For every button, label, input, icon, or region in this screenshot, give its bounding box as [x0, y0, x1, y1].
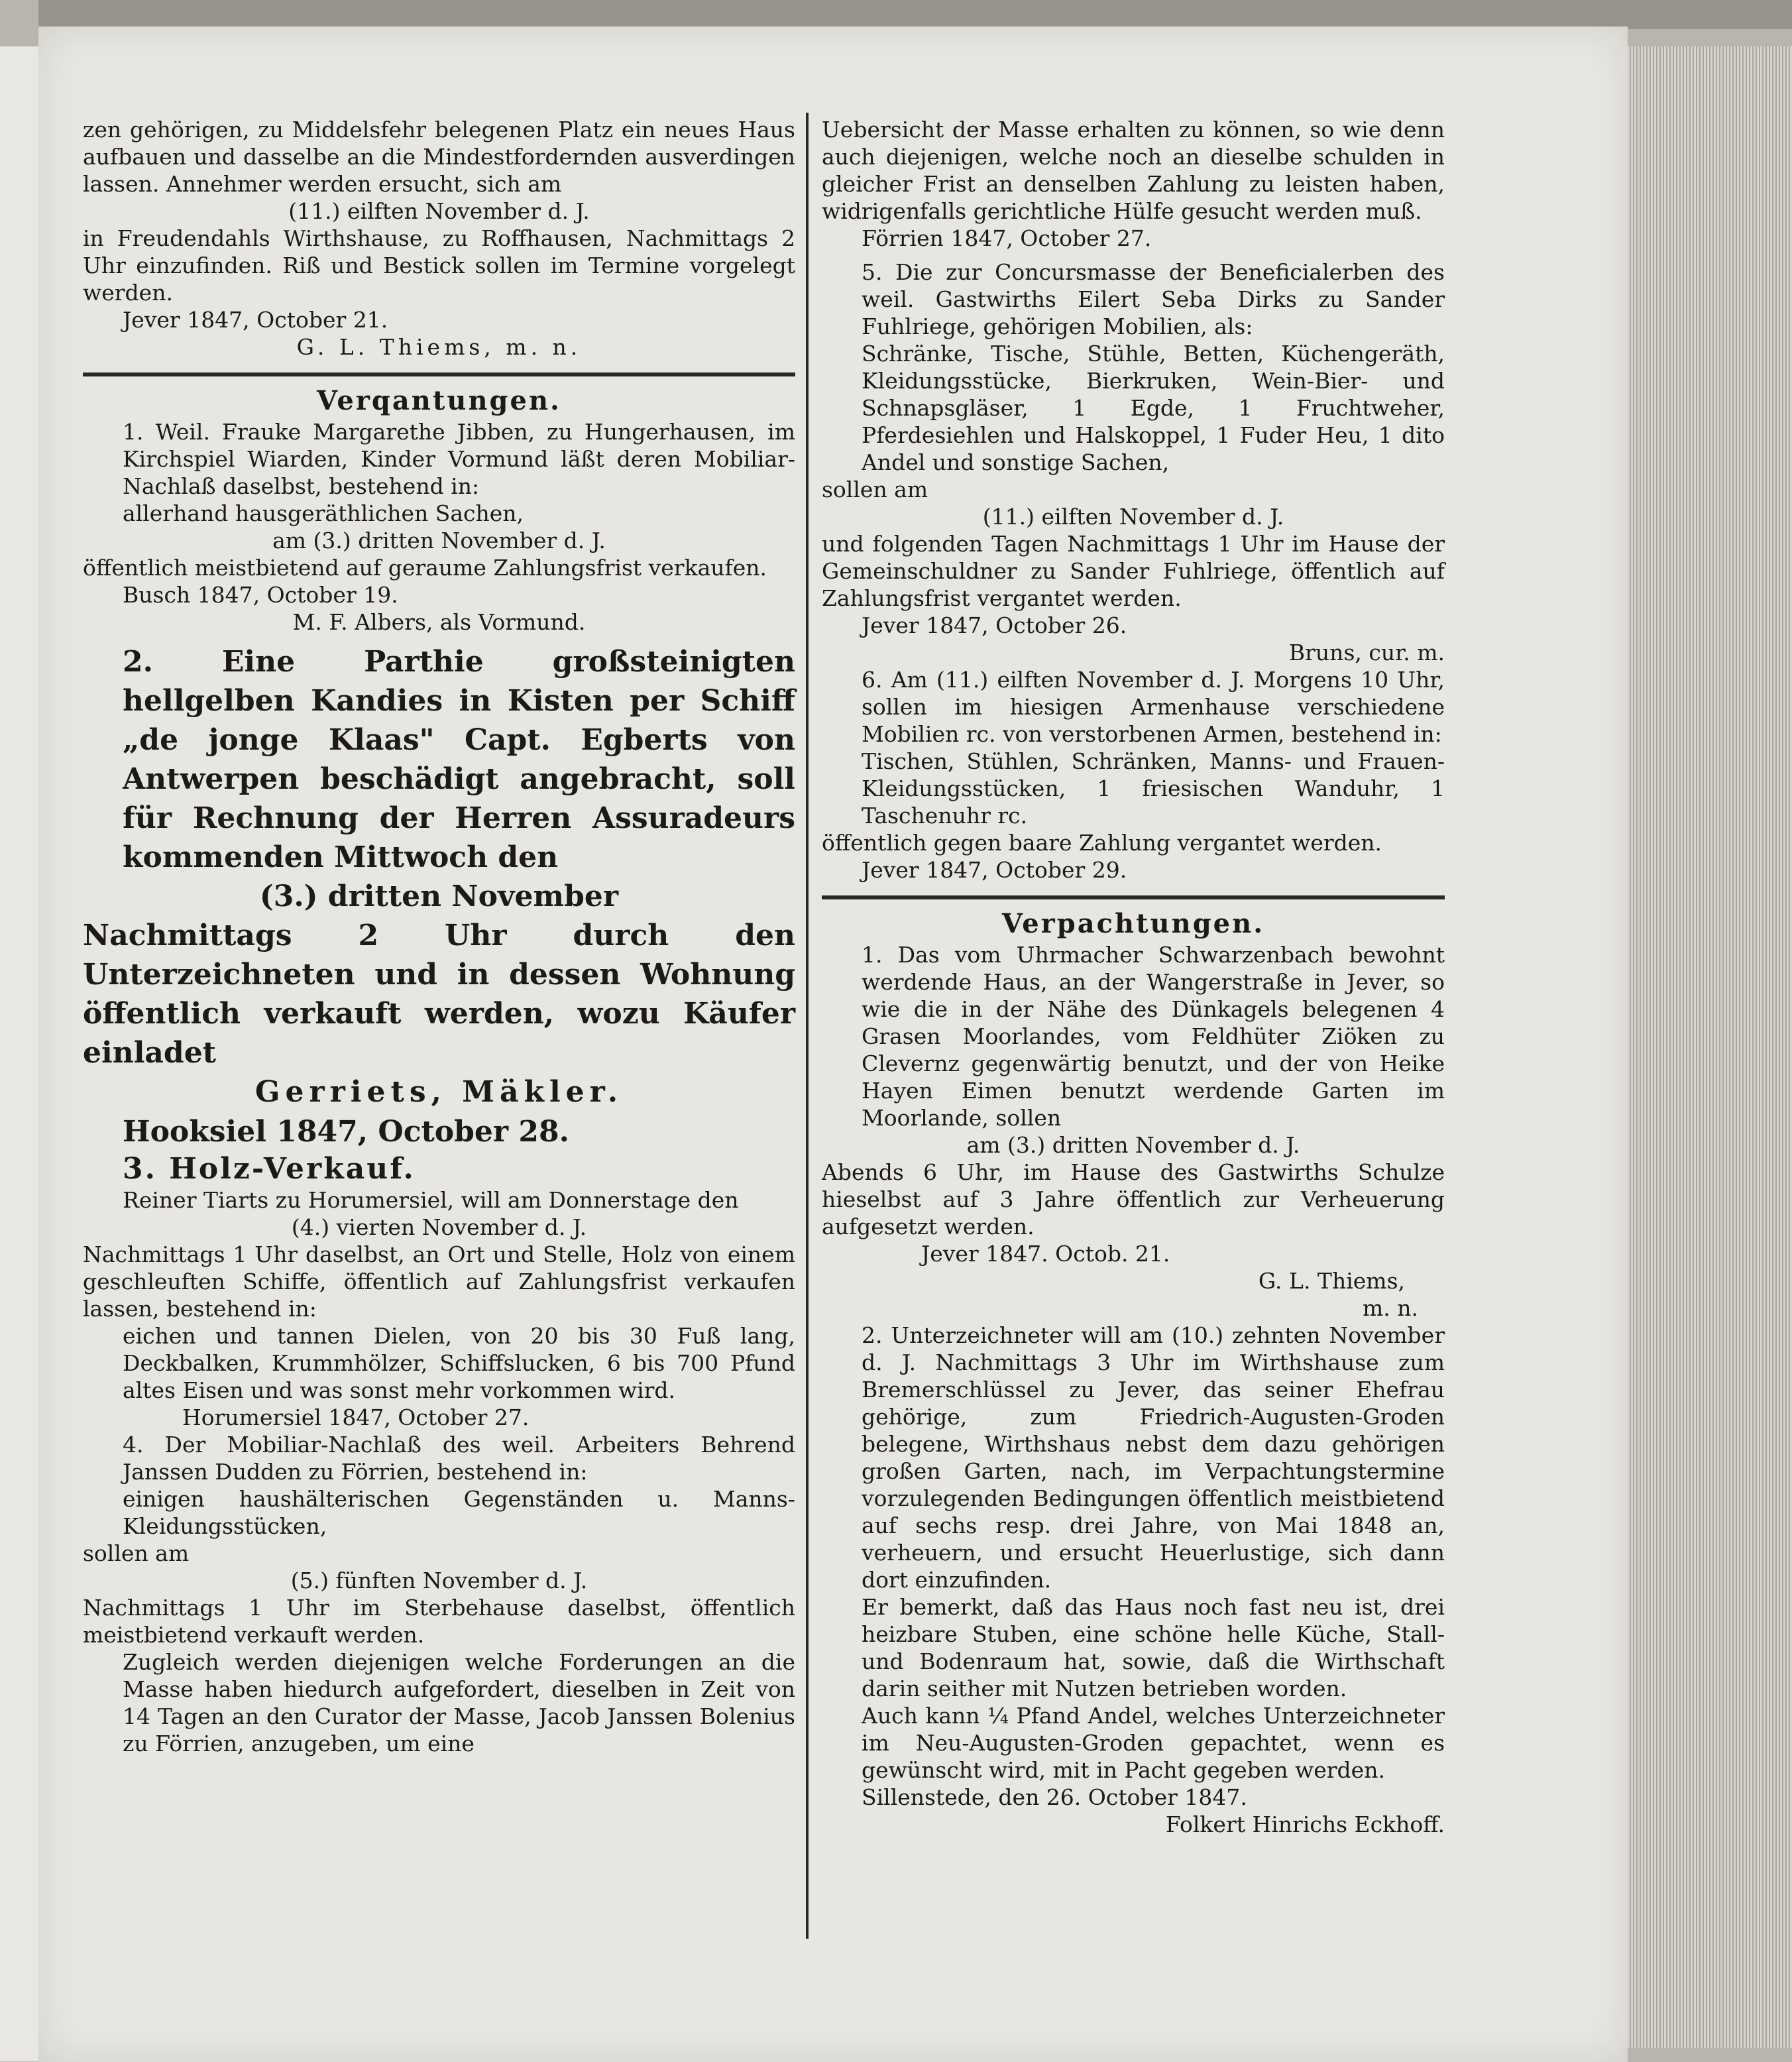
lease-2: 2. Unterzeichneter will am (10.) zehnten November d. J. Nachmittags 3 Uhr im Wirthshause zum Bremerschlüssel zu Jever, das seiner Ehefrau gehörige, zum Friedrich-Augusten-Groden belegene, Wirthshaus nebst dem dazu gehörigen großen Garten, nach, im Verpachtungstermine vorzulegenden Bedingungen öffentlich meistbietend auf sechs resp. drei Jahre, von Mai 1848 an, verheuern, und ersucht Heuerlustige, sich dann dort einzufinden.: [862, 1322, 1445, 1593]
notice-5: 5. Die zur Concursmasse der Beneficialerben des weil. Gastwirths Eilert Seba Dirks zu Sander Fuhlriege, gehörigen Mobilien, als:: [862, 259, 1445, 339]
place-date: Jever 1847, October 26.: [862, 612, 1127, 638]
item-list: einigen haushälterischen Gegenständen u. Manns-Kleidungsstücken,: [123, 1486, 795, 1539]
notice-continuation: zen gehörigen, zu Middelsfehr belegenen Platz ein neues Haus aufbauen und dasselbe an die Mindestfordernden ausverdingen lassen. Annehmer werden ersucht, sich am: [83, 117, 795, 197]
notice-4: 4. Der Mobiliar-Nachlaß des weil. Arbeiters Behrend Janssen Dudden zu Förrien, bestehend in:: [123, 1432, 795, 1485]
notice-text: Abends 6 Uhr, im Hause des Gastwirths Schulze hieselbst auf 3 Jahre öffentlich zur Verheuerung aufgesetzt werden.: [822, 1159, 1445, 1239]
section-heading-verpachtungen: Verpachtungen.: [1001, 908, 1265, 939]
page-stack-edges: [1628, 46, 1792, 2048]
notice-3: Reiner Tiarts zu Horumersiel, will am Donnerstage den: [123, 1187, 739, 1213]
date-line: am (3.) dritten November d. J.: [272, 528, 606, 553]
notice-2-large: 2. Eine Parthie großsteinigten hellgelben Kandies in Kisten per Schiff „de jonge Klaas" Capt. Egberts von Antwerpen beschädigt angebracht, soll für Rechnung der Herren Assuradeurs kommenden Mittwoch den: [123, 645, 795, 874]
signature-suffix: m. n.: [1362, 1295, 1418, 1321]
notice-text: Auch kann ¼ Pfand Andel, welches Unterzeichneter im Neu-Augusten-Groden gepachtet, wenn es gewünscht wird, mit in Pacht gegeben werden.: [862, 1703, 1445, 1783]
signature: G. L. Thiems,: [1258, 1268, 1405, 1294]
notice-text: Zugleich werden diejenigen welche Forderungen an die Masse haben hiedurch aufgefordert, dieselben in Zeit von 14 Tagen an den Curator der Masse, Jacob Janssen Bolenius zu Förrien, anzugeben, um eine: [123, 1649, 795, 1756]
section-heading-verqantungen: Verqantungen.: [317, 385, 561, 416]
column-divider: [806, 113, 809, 1939]
place-date: Sillenstede, den 26. October 1847.: [862, 1784, 1247, 1810]
notice-text: und folgenden Tagen Nachmittags 1 Uhr im Hause der Gemeinschuldner zu Sander Fuhlriege, öffentlich auf Zahlungsfrist vergantet werden.: [822, 531, 1445, 611]
notice-1: 1. Weil. Frauke Margarethe Jibben, zu Hungerhausen, im Kirchspiel Wiarden, Kinder Vormund läßt deren Mobiliar-Nachlaß daselbst, bestehend in:: [123, 419, 795, 499]
notice-2-large-cont: Nachmittags 2 Uhr durch den Unterzeichneten und in dessen Wohnung öffentlich verkauft werden, wozu Käufer einladet: [83, 919, 795, 1070]
signature-large: Gerriets, Mäkler.: [254, 1075, 624, 1109]
signature: G. L. Thiems, m. n.: [296, 334, 582, 360]
item-list: eichen und tannen Dielen, von 20 bis 30 Fuß lang, Deckbalken, Krummhölzer, Schiffslucken, 6 bis 700 Pfund altes Eisen und was sonst mehr vorkommen wird.: [123, 1323, 795, 1403]
place-date: Jever 1847, October 29.: [862, 857, 1127, 883]
notice-text: Nachmittags 1 Uhr daselbst, an Ort und Stelle, Holz von einem geschleuften Schiffe, öffentlich auf Zahlungsfrist verkaufen lassen, bestehend in:: [83, 1241, 795, 1322]
place-date: Förrien 1847, October 27.: [862, 225, 1152, 251]
place-date: Horumersiel 1847, October 27.: [182, 1404, 530, 1430]
notice-text: Nachmittags 1 Uhr im Sterbehause daselbst, öffentlich meistbietend verkauft werden.: [83, 1595, 795, 1648]
item-list: Tischen, Stühlen, Schränken, Manns- und Frauen-Kleidungsstücken, 1 friesischen Wanduhr, 1 Taschenuhr rc.: [862, 748, 1445, 829]
signature: Bruns, cur. m.: [1288, 640, 1445, 665]
date-line-large: (3.) dritten November: [259, 880, 619, 913]
item-list: allerhand hausgeräthlichen Sachen,: [123, 500, 524, 526]
notice-6: 6. Am (11.) eilften November d. J. Morgens 10 Uhr, sollen im hiesigen Armenhause verschiedene Mobilien rc. von verstorbenen Armen, bestehend in:: [862, 667, 1445, 747]
notice-text: öffentlich meistbietend auf geraume Zahlungsfrist verkaufen.: [83, 555, 767, 581]
notice-text: öffentlich gegen baare Zahlung vergantet werden.: [822, 830, 1382, 856]
place-date: Busch 1847, October 19.: [123, 582, 398, 608]
notice-3-heading: 3. Holz-Verkauf.: [123, 1152, 416, 1186]
place-date-large: Hooksiel 1847, October 28.: [123, 1115, 569, 1149]
place-date: Jever 1847. Octob. 21.: [921, 1241, 1170, 1267]
date-line: (11.) eilften November d. J.: [982, 504, 1284, 530]
facing-page-edge: [0, 46, 40, 2061]
section-rule: [83, 372, 795, 376]
date-line: (4.) vierten November d. J.: [291, 1214, 587, 1240]
date-line: am (3.) dritten November d. J.: [966, 1132, 1300, 1158]
left-column: [83, 116, 795, 1757]
notice-text: Er bemerkt, daß das Haus noch fast neu ist, drei heizbare Stuben, eine schöne helle Küche, Stall- und Bodenraum hat, sowie, daß die Wirthschaft darin seither mit Nutzen betrieben worden.: [862, 1594, 1445, 1701]
section-rule: [822, 895, 1445, 899]
notice-text: in Freudendahls Wirthshause, zu Roffhausen, Nachmittags 2 Uhr einzufinden. Riß und Bestick sollen im Termine vorgelegt werden.: [83, 225, 795, 306]
place-date: Jever 1847, October 21.: [123, 307, 388, 333]
right-column: [822, 116, 1445, 1838]
notice-text: sollen am: [83, 1540, 190, 1566]
item-list: Schränke, Tische, Stühle, Betten, Küchengeräth, Kleidungsstücke, Bierkruken, Wein-Bier- und Schnapsgläser, 1 Egde, 1 Fruchtweher, Pferdesiehlen und Halskoppel, 1 Fuder Heu, 1 dito Andel und sonstige Sachen,: [862, 341, 1445, 475]
date-line: (5.) fünften November d. J.: [290, 1568, 588, 1593]
lease-1: 1. Das vom Uhrmacher Schwarzenbach bewohnt werdende Haus, an der Wangerstraße in Jever, so wie die in der Nähe des Dünkagels belegenen 4 Grasen Moorlandes, vom Feldhüter Ziöken zu Clevernz gegenwärtig benutzt, und der von Heike Hayen Eimen benutzt werdende Garten im Moorlande, sollen: [862, 942, 1445, 1131]
notice-continuation: Uebersicht der Masse erhalten zu können, so wie denn auch diejenigen, welche noch an dieselbe schulden in gleicher Frist an denselben Zahlung zu leisten haben, widrigenfalls gerichtliche Hülfe gesucht werden muß.: [822, 117, 1445, 224]
date-line: (11.) eilften November d. J.: [288, 198, 590, 224]
signature: Folkert Hinrichs Eckhoff.: [1165, 1811, 1445, 1837]
signature: M. F. Albers, als Vormund.: [292, 609, 586, 635]
notice-text: sollen am: [822, 477, 928, 502]
book-top-shadow: [38, 0, 1792, 29]
